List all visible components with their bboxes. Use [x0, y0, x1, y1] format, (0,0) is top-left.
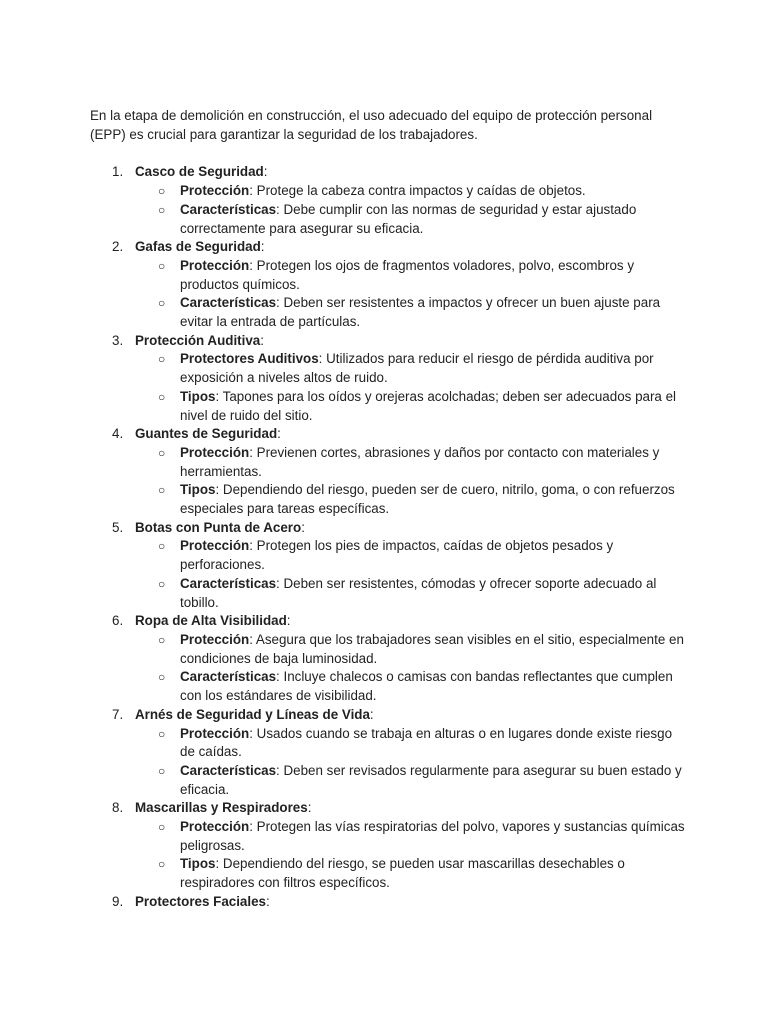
hollow-circle-bullet-icon: ○ — [158, 763, 166, 778]
sub-item-label: Tipos — [180, 388, 216, 404]
hollow-circle-bullet-icon: ○ — [158, 539, 166, 554]
list-item-title: Arnés de Seguridad y Líneas de Vida — [135, 706, 370, 722]
sub-list-item — [135, 762, 690, 799]
list-item — [90, 799, 690, 893]
sub-item-text: : Incluye chalecos o camisas con bandas reflectantes que cumplen con los estándares de visibilidad. — [180, 669, 673, 704]
sub-item-label: Características — [180, 575, 277, 591]
sub-list-item — [135, 855, 690, 892]
sub-item-text: : Deben ser revisados regularmente para asegurar su buen estado y eficacia. — [180, 762, 682, 797]
list-item-number: 1. — [112, 164, 124, 180]
list-item-title-colon: : — [266, 893, 270, 909]
list-item-number: 7. — [112, 706, 124, 722]
list-item-number: 5. — [112, 519, 124, 535]
list-item — [90, 238, 690, 332]
sub-item-label: Protección — [180, 444, 250, 460]
sub-item-label: Protección — [180, 183, 250, 199]
sub-item-text: : Deben ser resistentes, cómodas y ofrecer soporte adecuado al tobillo. — [180, 575, 657, 610]
sub-list-item — [135, 388, 690, 425]
sub-list — [135, 444, 690, 519]
list-item-title: Mascarillas y Respiradores — [135, 800, 308, 816]
sub-list — [135, 182, 690, 238]
epp-list — [90, 163, 690, 911]
sub-list-item — [135, 668, 690, 705]
list-item-number: 3. — [112, 332, 124, 348]
sub-list — [135, 631, 690, 706]
sub-list-item — [135, 444, 690, 481]
sub-list-item — [135, 257, 690, 294]
list-item-title-line — [135, 612, 690, 631]
sub-item-text: : Utilizados para reducir el riesgo de pérdida auditiva por exposición a niveles altos de ruido. — [180, 351, 654, 386]
sub-item-label: Protección — [180, 819, 250, 835]
hollow-circle-bullet-icon: ○ — [158, 445, 166, 460]
hollow-circle-bullet-icon: ○ — [158, 670, 166, 685]
sub-item-label: Características — [180, 201, 277, 217]
sub-item-text: : Deben ser resistentes a impactos y ofrecer un buen ajuste para evitar la entrada de partículas. — [180, 295, 661, 330]
list-item-title-line — [135, 163, 690, 182]
sub-item-text: : Usados cuando se trabaja en alturas o en lugares donde existe riesgo de caídas. — [180, 725, 673, 760]
hollow-circle-bullet-icon: ○ — [158, 576, 166, 591]
sub-item-text: : Protegen los ojos de fragmentos voladores, polvo, escombros y productos químicos. — [180, 257, 635, 292]
sub-list-item — [135, 575, 690, 612]
sub-item-text: : Protegen las vías respiratorias del polvo, vapores y sustancias químicas peligrosas. — [180, 819, 685, 853]
list-item-title-colon: : — [286, 613, 291, 629]
sub-item-text: : Protegen los pies de impactos, caídas de objetos pesados y perforaciones. — [180, 538, 614, 573]
sub-item-text: : Asegura que los trabajadores sean visibles en el sitio, especialmente en condiciones de baja luminosidad. — [180, 631, 684, 666]
list-item-title-line — [135, 332, 690, 351]
list-item-title-colon: : — [307, 800, 312, 816]
sub-item-label: Características — [180, 295, 277, 311]
list-item-title-colon: : — [277, 426, 281, 442]
hollow-circle-bullet-icon: ○ — [158, 820, 166, 835]
sub-list — [135, 725, 690, 800]
sub-list-item — [135, 182, 690, 201]
sub-list — [135, 537, 690, 612]
list-item-title: Guantes de Seguridad — [135, 426, 278, 442]
list-item-title: Protección Auditiva — [135, 332, 261, 348]
sub-list-item — [135, 725, 690, 762]
sub-item-text: : Previenen cortes, abrasiones y daños por contacto con materiales y herramientas. — [180, 444, 660, 479]
sub-list-item — [135, 201, 690, 238]
list-item-title-colon: : — [263, 164, 268, 180]
intro-paragraph: En la etapa de demolición en construcción, el uso adecuado del equipo de protección personal (EPP) es crucial para garantizar la seguridad de los trabajadores. — [90, 108, 653, 142]
list-item-number: 4. — [112, 426, 124, 442]
list-item — [90, 519, 690, 613]
list-item-title-line — [135, 893, 690, 912]
list-item-title-line — [135, 706, 690, 725]
list-item-title-line — [135, 425, 690, 444]
list-item-title-colon: : — [301, 519, 305, 535]
sub-list-item — [135, 481, 690, 518]
list-item — [90, 332, 690, 426]
sub-item-text: : Dependiendo del riesgo, se pueden usar mascarillas desechables o respiradores con filtros específicos. — [180, 856, 625, 891]
list-item-title-line — [135, 799, 690, 818]
sub-item-text: : Dependiendo del riesgo, pueden ser de cuero, nitrilo, goma, o con refuerzos especiales para tareas específicas. — [180, 482, 675, 517]
sub-item-text: : Tapones para los oídos y orejeras acolchadas; deben ser adecuados para el nivel de ruido del sitio. — [180, 388, 677, 423]
list-item-title: Casco de Seguridad — [135, 164, 264, 180]
list-item — [90, 163, 690, 238]
hollow-circle-bullet-icon: ○ — [158, 483, 166, 498]
hollow-circle-bullet-icon: ○ — [158, 857, 166, 872]
list-item-title: Ropa de Alta Visibilidad — [135, 613, 287, 629]
hollow-circle-bullet-icon: ○ — [158, 632, 166, 647]
sub-list-item — [135, 350, 690, 387]
sub-item-text: : Debe cumplir con las normas de seguridad y estar ajustado correctamente para asegurar su eficacia. — [180, 201, 637, 236]
list-item-title-line — [135, 238, 690, 257]
sub-list-item — [135, 294, 690, 331]
sub-item-text: : Protege la cabeza contra impactos y caídas de objetos. — [249, 183, 586, 199]
list-item-title-colon: : — [260, 239, 265, 255]
sub-list — [135, 350, 690, 425]
list-item-title-colon: : — [260, 332, 264, 348]
sub-list — [135, 818, 690, 893]
sub-item-label: Protectores Auditivos — [180, 351, 319, 367]
sub-item-label: Protección — [180, 538, 250, 554]
list-item-number: 2. — [112, 239, 124, 255]
list-item — [90, 706, 690, 800]
sub-item-label: Protección — [180, 725, 250, 741]
hollow-circle-bullet-icon: ○ — [158, 202, 166, 217]
document-page — [90, 107, 690, 912]
sub-item-label: Protección — [180, 257, 250, 273]
list-item-title-line — [135, 519, 690, 538]
list-item-number: 6. — [112, 613, 124, 629]
list-item-number: 8. — [112, 800, 124, 816]
list-item-title: Protectores Faciales — [135, 893, 266, 909]
sub-item-label: Tipos — [180, 856, 216, 872]
hollow-circle-bullet-icon: ○ — [158, 352, 166, 367]
sub-list-item — [135, 631, 690, 668]
hollow-circle-bullet-icon: ○ — [158, 258, 166, 273]
hollow-circle-bullet-icon: ○ — [158, 296, 166, 311]
list-item-title: Botas con Punta de Acero — [135, 519, 302, 535]
hollow-circle-bullet-icon: ○ — [158, 726, 166, 741]
hollow-circle-bullet-icon: ○ — [158, 389, 166, 404]
list-item-number: 9. — [112, 893, 124, 909]
sub-list — [135, 257, 690, 332]
sub-list-item — [135, 537, 690, 574]
list-item — [90, 425, 690, 519]
sub-list-item — [135, 818, 690, 855]
list-item-title-colon: : — [369, 706, 374, 722]
hollow-circle-bullet-icon: ○ — [158, 184, 166, 199]
list-item — [90, 612, 690, 706]
sub-item-label: Protección — [180, 631, 250, 647]
list-item-title: Gafas de Seguridad — [135, 239, 261, 255]
sub-item-label: Características — [180, 669, 277, 685]
list-item — [90, 893, 690, 912]
sub-item-label: Tipos — [180, 482, 216, 498]
sub-item-label: Características — [180, 762, 277, 778]
